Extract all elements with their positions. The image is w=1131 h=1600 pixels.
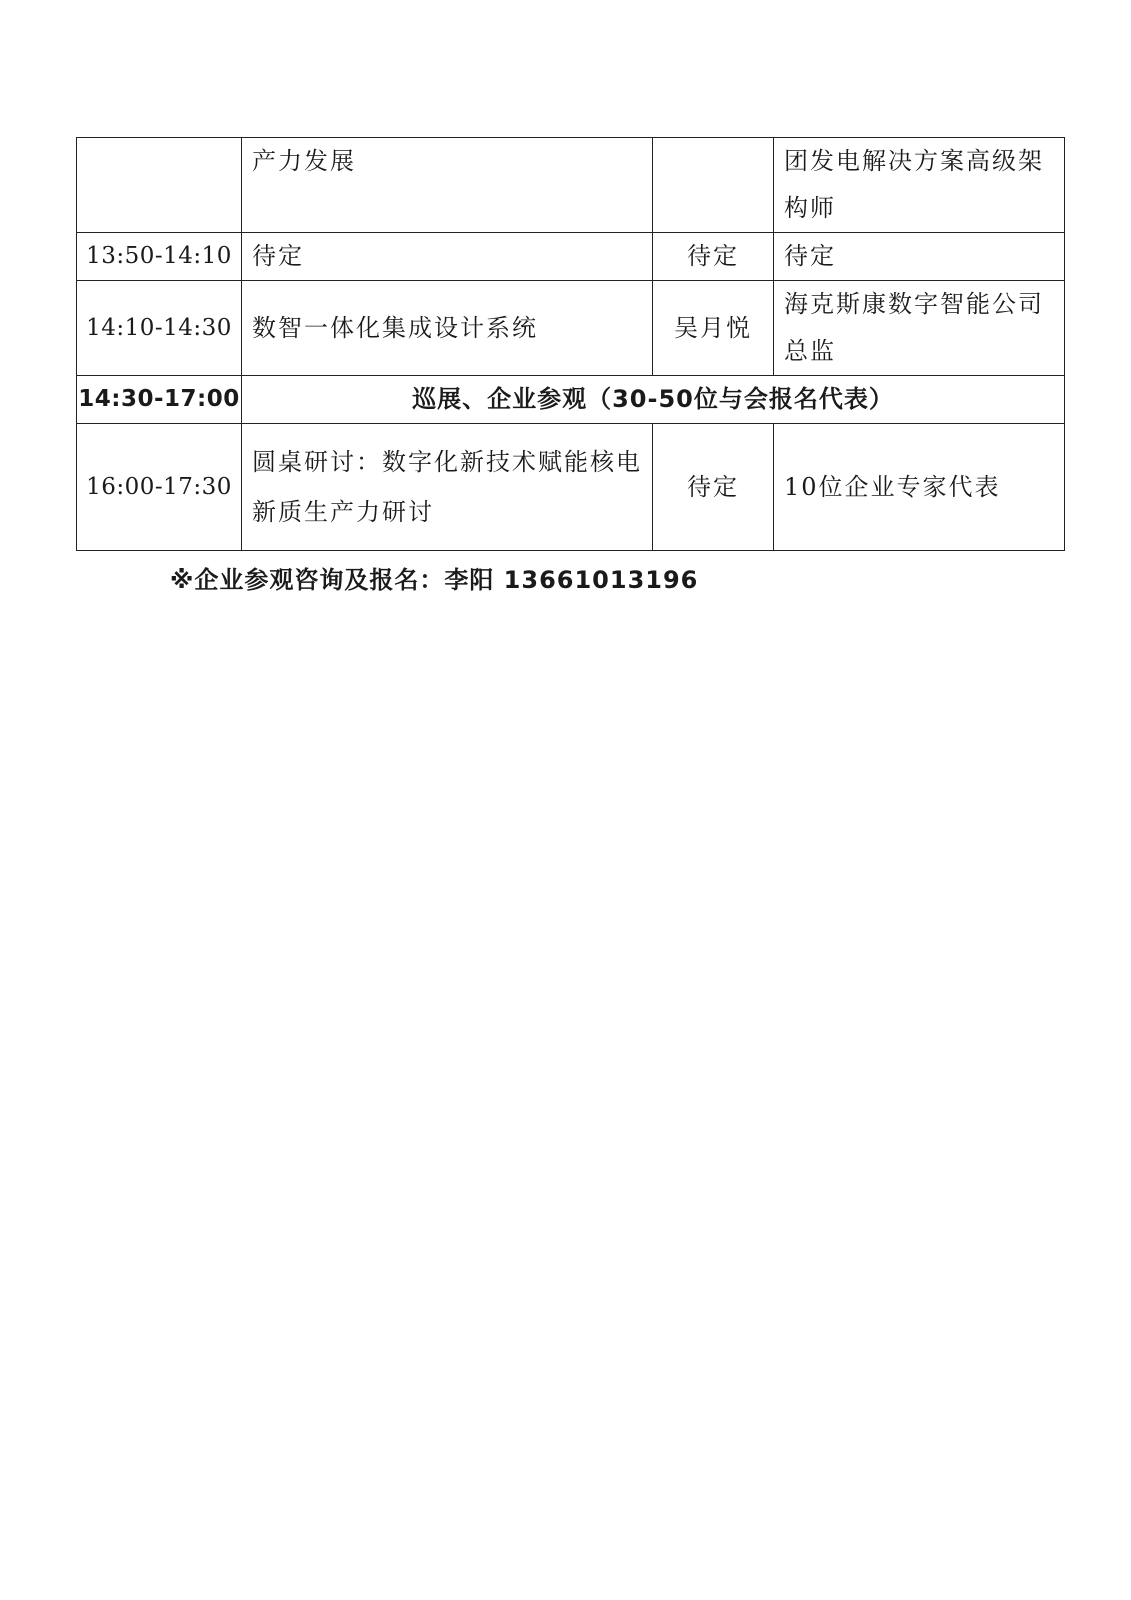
agenda-table [76, 137, 1065, 551]
topic-cell: 待定 [242, 233, 653, 281]
speaker-cell: 待定 [653, 424, 774, 551]
time-cell: 13:50-14:10 [77, 233, 242, 281]
table-row [77, 138, 1065, 233]
contact-note: ※企业参观咨询及报名：李阳 13661013196 [170, 566, 699, 594]
topic-cell: 产力发展 [242, 138, 653, 233]
title-cell: 待定 [774, 233, 1065, 281]
time-cell: 14:10-14:30 [77, 281, 242, 376]
title-cell: 团发电解决方案高级架构师 [774, 138, 1065, 233]
topic-cell: 数智一体化集成设计系统 [242, 281, 653, 376]
time-cell: 14:30-17:00 [77, 376, 242, 424]
event-cell: 巡展、企业参观（30-50位与会报名代表） [242, 376, 1065, 424]
table-row [77, 376, 1065, 424]
title-cell: 海克斯康数字智能公司总监 [774, 281, 1065, 376]
title-cell: 10位企业专家代表 [774, 424, 1065, 551]
speaker-cell: 待定 [653, 233, 774, 281]
speaker-cell [653, 138, 774, 233]
table-row [77, 424, 1065, 551]
time-cell: 16:00-17:30 [77, 424, 242, 551]
topic-cell: 圆桌研讨：数字化新技术赋能核电新质生产力研讨 [242, 424, 653, 551]
speaker-cell: 吴月悦 [653, 281, 774, 376]
time-cell [77, 138, 242, 233]
table-row [77, 233, 1065, 281]
table-row [77, 281, 1065, 376]
